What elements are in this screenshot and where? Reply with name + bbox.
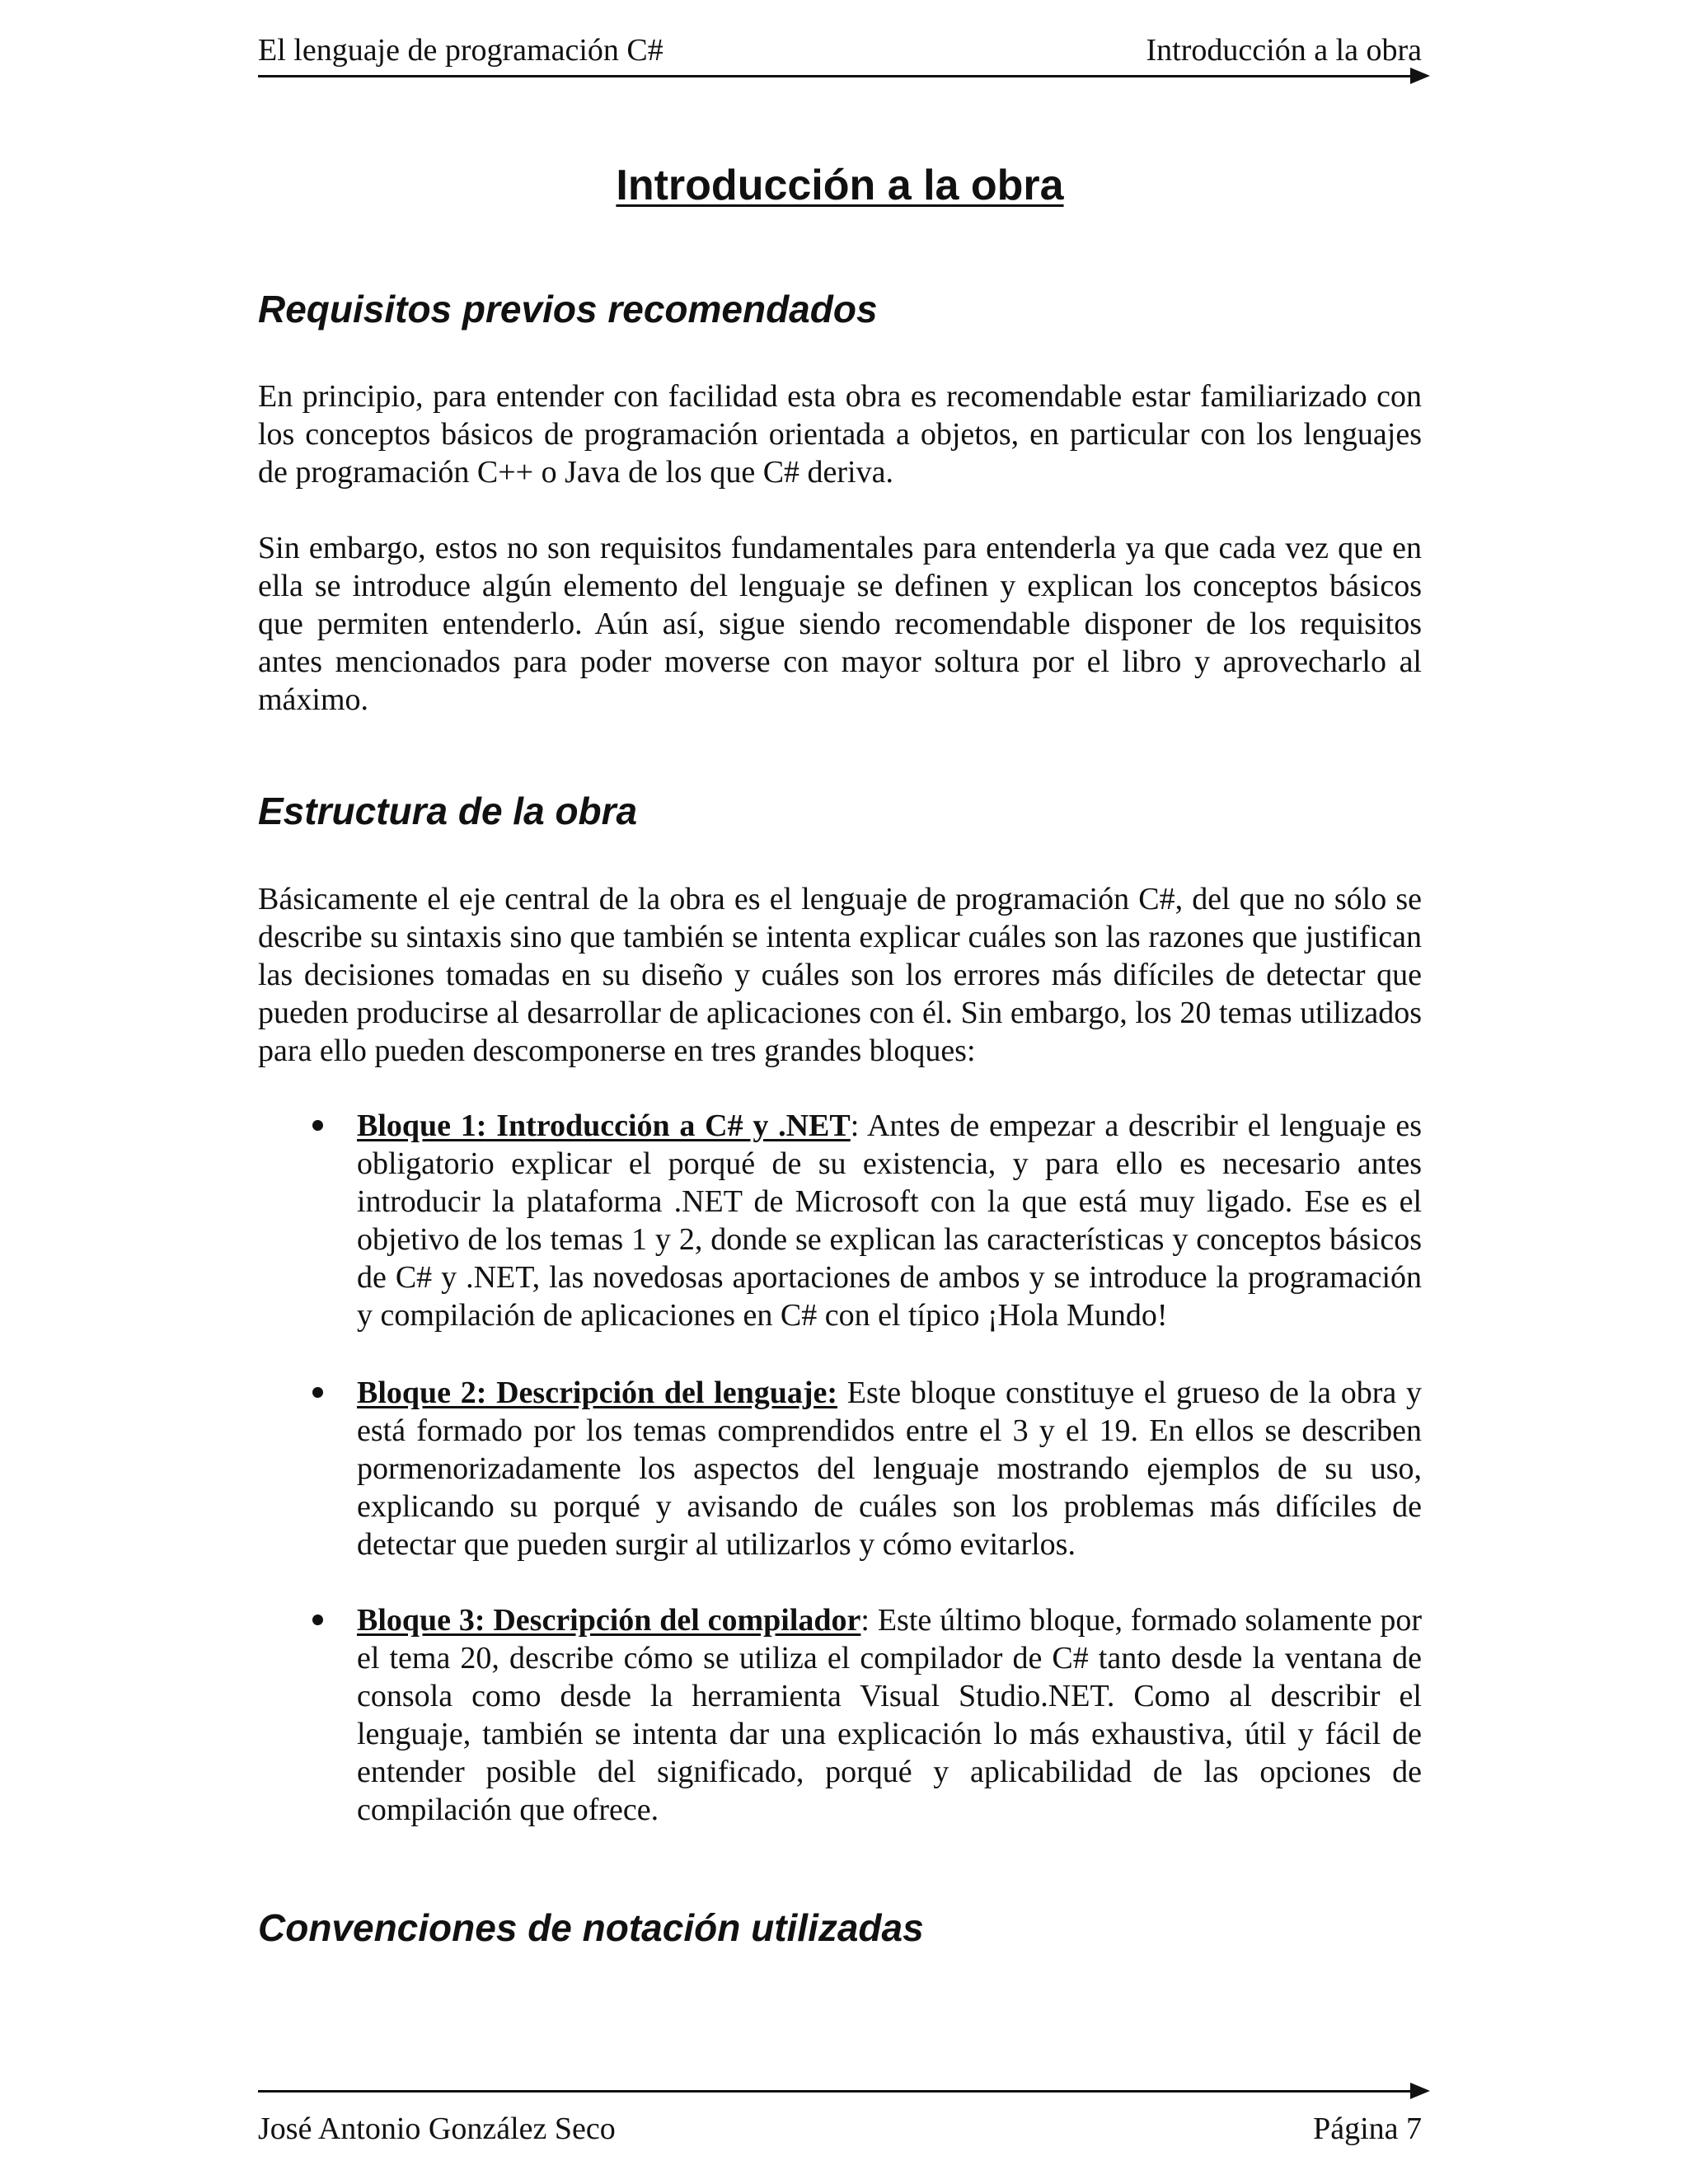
section-heading-convenciones: Convenciones de notación utilizadas (258, 1906, 924, 1949)
header-chapter-title: Introducción a la obra (1146, 33, 1422, 68)
paragraph-estructura-1: Básicamente el eje central de la obra es el lenguaje de programación C#, del que no sólo se describe su sintaxis sino que también se intenta explicar cuáles son las razones que justifican las decisiones tomadas en su diseño y cuáles son los errores más difíciles de detectar que pueden producirse al desarrollar de aplicaciones con él. Sin embargo, los 20 temas utilizados para ello pueden descomponerse en tres grandes bloques: (258, 882, 1422, 1068)
header-rule (258, 75, 1412, 77)
footer-author: José Antonio González Seco (258, 2111, 616, 2146)
page-title: Introducción a la obra (616, 162, 1064, 209)
paragraph-requisitos-2: Sin embargo, estos no son requisitos fundamentales para entenderla ya que cada vez que en ella se introduce algún elemento del lenguaje se definen y explican los conceptos básicos que permiten entenderlo. Aún así, sigue siendo recomendable disponer de los requisitos antes mencionados para poder moverse con mayor soltura por el libro y aprovecharlo al máximo. (258, 531, 1422, 717)
running-footer (258, 2108, 1422, 2149)
arrow-right-icon (1410, 68, 1430, 84)
bullet-term: Bloque 1: Introducción a C# y .NET (357, 1108, 851, 1143)
bullet-icon (312, 1611, 323, 1625)
bullet-text: Bloque 3: Descripción del compilador: Este último bloque, formado solamente por el tema 20, describe cómo se utiliza el compilador de C# tanto desde la ventana de consola como desde la herramienta Visual Studio.NET. Como al describir el lenguaje, también se intenta dar una explicación lo más exhaustiva, útil y fácil de entender posible del significado, porqué y aplicabilidad de las opciones de compilación que ofrece. (357, 1603, 1422, 1827)
paragraph-requisitos-1: En principio, para entender con facilidad esta obra es recomendable estar familiarizado con los conceptos básicos de programación orientada a objetos, en particular con los lenguajes de programación C++ o Java de los que C# deriva. (258, 379, 1422, 490)
bullet-icon (312, 1117, 323, 1131)
header-book-title: El lenguaje de programación C# (258, 33, 663, 68)
page-number: Página 7 (1313, 2111, 1422, 2146)
running-header (258, 30, 1422, 71)
bullet-term: Bloque 2: Descripción del lenguaje: (357, 1376, 838, 1410)
arrow-right-icon (1410, 2083, 1430, 2099)
footer-rule (258, 2090, 1412, 2093)
bullet-text: Bloque 1: Introducción a C# y .NET: Antes de empezar a describir el lenguaje es obligatorio explicar el porqué de su existencia, y para ello es necesario antes introducir la plataforma .NET de Microsoft con la que está muy ligado. Ese es el objetivo de los temas 1 y 2, donde se explican las características y conceptos básicos de C# y .NET, las novedosas aportaciones de ambos y se introduce la programación y compilación de aplicaciones en C# con el típico ¡Hola Mundo! (357, 1108, 1423, 1333)
bullet-text: Bloque 2: Descripción del lenguaje: Este bloque constituye el grueso de la obra y está formado por los temas comprendidos entre el 3 y el 19. En ellos se describen pormenorizadamente los aspectos del lenguaje mostrando ejemplos de su uso, explicando su porqué y avisando de cuáles son los problemas más difíciles de detectar que pueden surgir al utilizarlos y cómo evitarlos. (357, 1376, 1422, 1562)
bullet-term: Bloque 3: Descripción del compilador (357, 1603, 861, 1638)
section-heading-estructura: Estructura de la obra (258, 790, 638, 832)
bullet-icon (312, 1384, 323, 1398)
section-heading-requisitos: Requisitos previos recomendados (258, 288, 878, 330)
